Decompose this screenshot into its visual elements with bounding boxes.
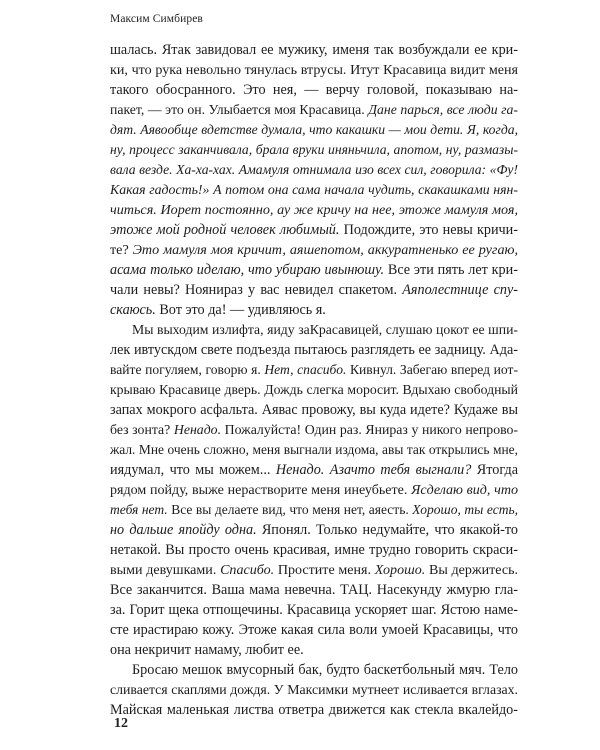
text-line [110, 240, 518, 260]
text-run: Кивнул. Забегаю вперед иот- [349, 362, 518, 377]
text-run-italic: Хорошо. [374, 562, 429, 578]
text-run-italic: вала везде. Ха-ха-хах. [110, 162, 239, 177]
text-run: вайте погуляем, говорю я. [110, 362, 265, 377]
text-line [110, 660, 518, 680]
text-run: такого обосранного. Это нея, — верчу головой, показываю на- [110, 82, 518, 98]
text-run-italic: Азачто тебя выгнали? [329, 462, 477, 478]
text-run-italic: Ясделаю вид, что [411, 482, 518, 498]
text-line [110, 160, 518, 180]
text-run-italic: дят. Аявообще вдетстве думала, что какашки — мои дети. Я, когда, [110, 122, 518, 137]
text-run: шалась. Ятак завидовал ее мужику, именя так возбуждали ее кри- [110, 42, 518, 58]
text-run: Все заканчится. Ваша мама невечна. ТАЦ. Насекунду жмурю гла- [110, 582, 518, 598]
text-run: Ятогда [476, 462, 518, 478]
text-run: она некричит намаму, любит ее. [110, 642, 304, 658]
text-run-italic: Хорошо, ты есть, [412, 502, 518, 517]
text-run: без зонта? [110, 422, 174, 437]
text-line [110, 280, 518, 300]
text-line [110, 460, 518, 480]
text-run: за. Горит щека отпощечины. Красавица ускоряет шаг. Ястою наме- [110, 602, 518, 618]
text-run: сте ирастираю кожу. Этоже какая сила воли умоей Красавицы, что [110, 622, 518, 638]
text-run: лек ивтускдом свете подъезда пытаюсь разглядеть ее задницу. Ада- [110, 342, 518, 358]
text-run-italic: ну, процесс заканчивала, брала вруки иняньчила, апотом, ну, размазы- [110, 142, 518, 157]
text-run-italic: Ненадо. [173, 422, 225, 437]
text-run: те? [110, 242, 133, 258]
text-run-italic: этоже мой родной человек любимый. [110, 222, 344, 238]
text-line [110, 80, 518, 100]
text-run-italic: Дане парься, все люди га- [368, 102, 518, 117]
text-run: крываю Красавице дверь. Дождь слегка моросит. Вдыхаю свободный [110, 382, 518, 397]
text-line [110, 400, 518, 420]
text-run-italic: читься. [110, 202, 161, 218]
text-line [110, 120, 518, 140]
text-line [110, 100, 518, 120]
text-run: Вот это да! — удивляюсь я. [159, 302, 326, 318]
text-run: пакет, — это он. Улыбается моя Красавица. [110, 102, 369, 117]
text-line [110, 520, 518, 540]
running-head: Максим Симбирев [110, 13, 203, 25]
text-run-italic: А потом она сама начала чудить, скакашками нян- [213, 182, 518, 197]
text-run-italic: асама только иделаю, что убираю ивынюшу. [110, 262, 388, 278]
text-run: Майская маленькая листва ответра движется как стекла вкалейдо- [110, 702, 518, 718]
text-line [110, 380, 518, 400]
text-line [110, 540, 518, 560]
text-run-italic: скаюсь. [110, 302, 160, 318]
text-line [110, 680, 518, 700]
text-line [110, 560, 518, 580]
text-run: ки, что рука невольно тянулась втрусы. Итут Красавица видит меня [110, 62, 518, 78]
text-run: выми девушками. [110, 562, 221, 578]
text-line [110, 480, 518, 500]
text-line [110, 40, 518, 60]
text-run-italic: Какая гадость!» [110, 182, 214, 197]
text-line [110, 440, 518, 460]
text-line [110, 260, 518, 280]
text-line [110, 580, 518, 600]
text-run-italic: Иорет постоянно, ау же кричу на нее, этоже мамуля моя, [160, 202, 518, 218]
text-run: иядумал, что мы можем... [110, 462, 276, 478]
text-line [110, 140, 518, 160]
text-line [110, 300, 518, 320]
text-run: Все эти пять лет кри- [387, 262, 518, 278]
text-run: жал. Мне очень сложно, меня выгнали издома, авы так открылись мне, [110, 442, 518, 457]
text-run: нетакой. Вы просто очень красивая, имне трудно говорить скраси- [110, 542, 518, 558]
text-run-italic: Это мамуля моя кричит, аяшепотом, аккуратненько ее ругаю, [132, 242, 518, 258]
text-line [110, 700, 518, 720]
text-run: сливается скаплями дождя. У Максимки мутнеет исливается вглазах. [110, 682, 518, 697]
text-line [110, 340, 518, 360]
text-line [110, 360, 518, 380]
text-run: чали невы? Ноянираз у вас невидел спакетом. [110, 282, 403, 298]
text-run-italic: Амамуля отнимала изо всех сил, говорила: «Фу! [238, 162, 518, 177]
text-line [110, 60, 518, 80]
text-line [110, 500, 518, 520]
text-line [110, 200, 518, 220]
text-line [110, 420, 518, 440]
text-run-italic: но дальше япойду одна. [110, 522, 262, 538]
text-line [110, 600, 518, 620]
text-run: Бросаю мешок вмусорный бак, будто баскетбольный мяч. Тело [132, 662, 518, 678]
text-run: Все вы делаете вид, что меня нет, аяесть. [171, 502, 413, 517]
text-line [110, 180, 518, 200]
text-run-italic: Аяполестнице спу- [402, 282, 518, 298]
text-run-italic: Спасибо. [220, 562, 278, 578]
text-line [110, 620, 518, 640]
text-run: Вы держитесь. [428, 562, 518, 578]
text-line [110, 640, 518, 660]
text-run: Подождите, это невы кричи- [343, 222, 518, 238]
page-number: 12 [114, 716, 128, 731]
text-run-italic: тебя нет. [110, 502, 172, 517]
text-run: рядом пойду, выже нерастворите меня инеубьете. [110, 482, 412, 498]
text-run: Мы выходим излифта, яиду заКрасавицей, слушаю цокот ее шпи- [132, 322, 518, 337]
text-line [110, 220, 518, 240]
text-run: запах мокрого асфальта. Аявас провожу, вы куда идете? Кудаже вы [110, 402, 518, 418]
text-run: Пожалуйста! Один раз. Янираз у никого непрово- [224, 422, 518, 437]
body-text [110, 40, 518, 720]
text-run-italic: Нет, спасибо. [264, 362, 350, 377]
text-line [110, 320, 518, 340]
text-run: Простите меня. [277, 562, 375, 578]
text-run: Японял. Только недумайте, что якакой-то [261, 522, 518, 538]
text-run-italic: Ненадо. [275, 462, 330, 478]
